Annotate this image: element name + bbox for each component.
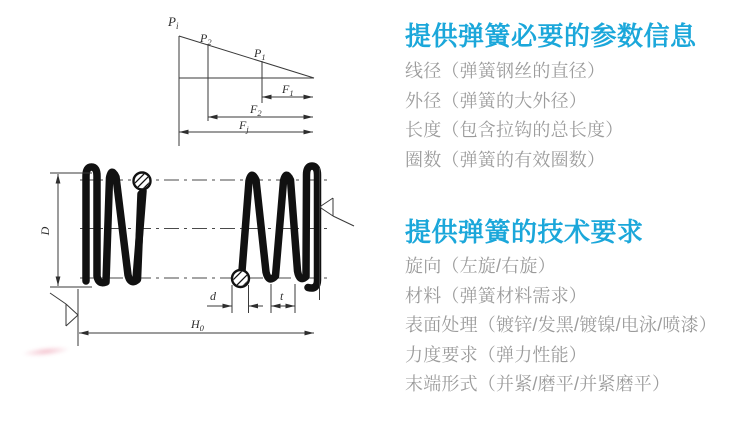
wire-cross-section-left [132,170,154,194]
spring-left-half [86,167,141,283]
label-p-1: $P_1$ [254,46,266,62]
parameter-info-title: 提供弹簧必要的参数信息 [405,21,697,51]
label-h-0: $H_0$ [191,317,204,333]
parameter-info-list [405,57,623,175]
label-f-1: $F_1$ [282,82,294,98]
list-item-winding-direction: 旋向（左旋/右旋） [405,256,556,276]
tech-requirements-title: 提供弹簧的技术要求 [405,217,644,247]
list-item-outer-diameter: 外径（弹簧的大外径） [405,90,587,111]
list-item-coil-count: 圈数（弹簧的有效圈数） [405,149,606,170]
label-p-2: $P_2$ [200,31,212,47]
tech-requirements-panel [405,212,644,249]
spring-right-half [242,166,318,288]
label-p-i: $P_i$ [168,14,179,31]
label-f-2: $F_2$ [250,102,262,118]
list-item-surface-treatment: 表面处理（镀锌/发黑/镀镍/电泳/喷漆） [405,315,718,335]
list-item-end-form: 末端形式（并紧/磨平/并紧磨平） [405,374,671,394]
list-item-wire-diameter: 线径（弹簧钢丝的直径） [405,61,606,81]
label-D: D [38,226,52,236]
label-t: t [280,289,284,303]
list-item-length: 长度（包含拉钩的总长度） [405,120,624,140]
roughness-symbol-right [320,198,355,226]
roughness-symbol-left [50,293,78,326]
list-item-material: 材料（弹簧材料需求） [405,285,587,306]
label-d: d [210,289,216,303]
spring-coils [86,166,318,288]
tech-requirements-list [405,252,717,400]
label-f-j: $F_j$ [239,118,249,134]
parameter-info-panel [405,16,697,53]
list-item-force-requirement: 力度要求（弹力性能） [405,344,587,365]
